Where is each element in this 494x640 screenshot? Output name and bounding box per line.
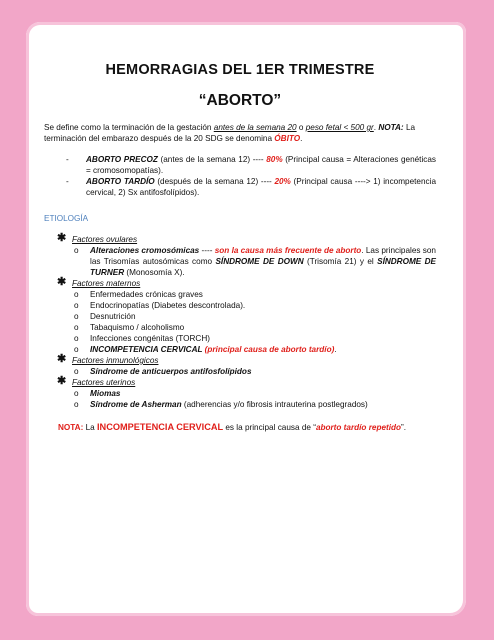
list-text: Infecciones congénitas (TORCH): [90, 334, 210, 343]
tardio-label: ABORTO TARDÍO: [86, 177, 155, 186]
asherman-term: Síndrome de Asherman: [90, 400, 182, 409]
asterisk-icon: ✱: [57, 353, 67, 365]
list-text: (Monosomía X).: [124, 268, 185, 277]
note-text: es la principal causa de “: [223, 423, 316, 432]
dash-item-precoz: [44, 154, 436, 176]
list-item: [44, 333, 436, 344]
list-text: .: [334, 345, 337, 354]
obito-term: ÓBITO: [274, 134, 301, 143]
precoz-text: (antes de la semana 12) ----: [157, 155, 267, 164]
definition-week: antes de la semana 20: [213, 123, 297, 132]
page-subtitle: “ABORTO”: [198, 92, 282, 109]
list-text: Enfermedades crónicas graves: [90, 290, 203, 299]
cromosomicas-term: Alteraciones cromosómicas: [90, 246, 200, 255]
list-item: [44, 322, 436, 333]
list-text: (Trisomía 21) y el: [303, 257, 378, 266]
circle-bullet-icon: o: [74, 290, 79, 299]
list-item: [44, 289, 436, 300]
circle-bullet-icon: o: [74, 301, 79, 310]
circle-bullet-icon: o: [74, 400, 79, 409]
note-label: NOTA:: [58, 423, 84, 432]
miomas-term: Miomas: [90, 389, 121, 398]
definition-text: La terminación del embarazo después de la 20 SDG se denomina: [44, 123, 416, 143]
asterisk-icon: ✱: [57, 276, 67, 288]
list-text: ----: [199, 246, 215, 255]
list-text: Desnutrición: [90, 312, 136, 321]
factor-label: Factores ovulares: [72, 235, 138, 244]
list-item: [44, 388, 436, 399]
note-text: ”.: [401, 423, 407, 432]
tardio-percent: 20%: [274, 177, 291, 186]
factor-uterinos: [44, 377, 436, 388]
circle-bullet-icon: o: [74, 367, 79, 376]
definition-text: Se define como la terminación de la gestación: [44, 123, 214, 132]
antifosfolipidos-term: Síndrome de anticuerpos antifosfolípidos: [90, 367, 252, 376]
factor-label: Factores uterinos: [72, 378, 136, 387]
definition-text: .: [300, 134, 303, 143]
asterisk-icon: ✱: [57, 232, 67, 244]
circle-bullet-icon: o: [74, 389, 79, 398]
dash-marker: -: [66, 155, 69, 164]
list-text: Endocrinopatías (Diabetes descontrolada).: [90, 301, 246, 310]
circle-bullet-icon: o: [74, 323, 79, 332]
circle-bullet-icon: o: [74, 334, 79, 343]
definition-text: .: [373, 123, 379, 132]
circle-bullet-icon: o: [74, 246, 79, 255]
turner-term: SÍNDROME DE TURNER: [90, 257, 436, 277]
list-text: Tabaquismo / alcoholismo: [90, 323, 185, 332]
factor-label: Factores maternos: [72, 279, 141, 288]
list-item: [44, 399, 436, 410]
down-term: SÍNDROME DE DOWN: [215, 257, 304, 266]
note-text: La: [83, 423, 97, 432]
definition-note-label: NOTA:: [378, 123, 404, 132]
list-item: [44, 311, 436, 322]
list-text: . Las principales son las Trisomías autosómicas como: [90, 246, 436, 266]
note-highlight: aborto tardío repetido: [315, 423, 401, 432]
list-item: [44, 366, 436, 377]
factor-maternos: [44, 278, 436, 289]
tardio-cause: (Principal causa ----> 1) incompetencia cervical, 2) Sx antifosfolípidos).: [86, 177, 436, 197]
list-text: (adherencias y/o fibrosis intrauterina postlegrados): [181, 400, 368, 409]
highlight-text: son la causa más frecuente de aborto: [214, 246, 362, 255]
precoz-label: ABORTO PRECOZ: [86, 155, 158, 164]
definition-text: o: [296, 123, 306, 132]
factor-label: Factores inmunológicos: [72, 356, 159, 365]
document-content: [44, 44, 436, 433]
definition-weight: peso fetal < 500 gr: [305, 123, 374, 132]
asterisk-icon: ✱: [57, 375, 67, 387]
precoz-percent: 80%: [266, 155, 283, 164]
tardio-text: (después de la semana 12) ----: [154, 177, 275, 186]
list-item: [44, 245, 436, 278]
dash-marker: -: [66, 177, 69, 186]
note-paragraph: [58, 422, 436, 433]
definition-paragraph: [44, 122, 436, 144]
page-title: HEMORRAGIAS DEL 1ER TRIMESTRE: [105, 62, 375, 78]
list-item: [44, 344, 436, 355]
precoz-cause: (Principal causa = Alteraciones genéticas = cromosomopatías).: [86, 155, 437, 175]
factor-ovulares: [44, 234, 436, 245]
factor-inmunologicos: [44, 355, 436, 366]
incompetencia-term: INCOMPETENCIA CERVICAL: [90, 345, 203, 354]
highlight-text: (principal causa de aborto tardío): [202, 345, 335, 354]
list-item: [44, 300, 436, 311]
circle-bullet-icon: o: [74, 345, 79, 354]
dash-item-tardio: [44, 176, 436, 198]
etiologia-heading: ETIOLOGÍA: [44, 214, 89, 223]
circle-bullet-icon: o: [74, 312, 79, 321]
note-incompetencia: INCOMPETENCIA CERVICAL: [97, 422, 224, 432]
